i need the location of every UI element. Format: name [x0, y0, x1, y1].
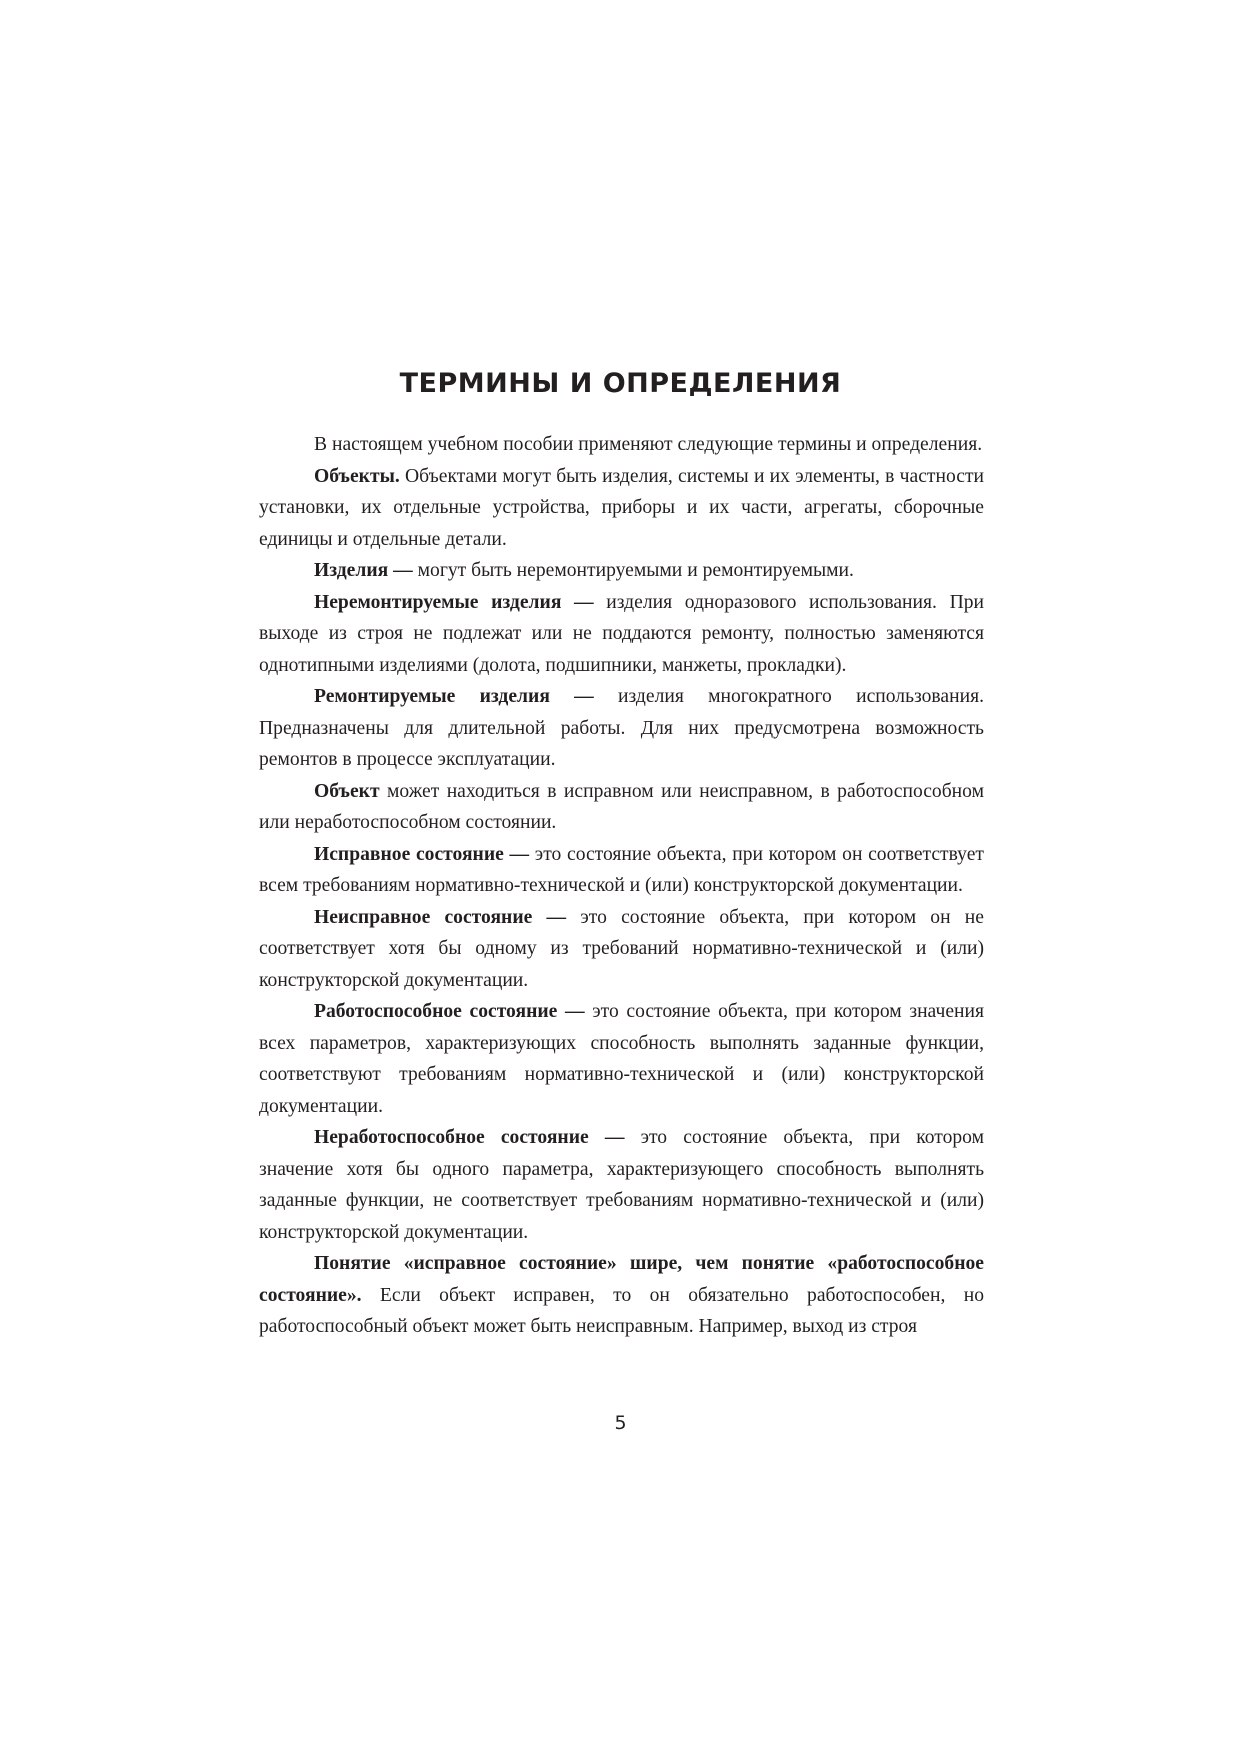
paragraph-ponyatie	[259, 1248, 984, 1343]
term-ponyatie: Понятие «исправное состояние» шире, чем понятие «работоспособное состояние».	[259, 1253, 984, 1306]
paragraph-remont	[259, 681, 984, 776]
page-title: ТЕРМИНЫ И ОПРЕДЕЛЕНИЯ	[399, 368, 842, 399]
definition-nerabotosp: это состояние объекта, при котором значение хотя бы одного параметра, характеризующего способность выполнять заданные функции, не соответствует требованиям нормативно-технической и (или) конструкторской документации.	[259, 1127, 984, 1243]
term-obekt: Объект	[314, 780, 380, 802]
paragraph-obekt	[259, 776, 984, 839]
paragraph-rabotosp	[259, 996, 984, 1122]
paragraph-nerabotosp	[259, 1122, 984, 1248]
definition-neispravnoe: это состояние объекта, при котором он не соответствует хотя бы одному из требований нормативно-технической и (или) конструкторской документации.	[259, 906, 984, 991]
body-text	[259, 429, 984, 1343]
term-objects: Объекты.	[314, 465, 400, 487]
paragraph-izdeliya	[259, 555, 984, 587]
term-neremont: Неремонтируемые изделия —	[314, 591, 594, 613]
term-izdeliya: Изделия —	[314, 560, 413, 581]
definition-neremont: изделия одноразового использования. При выходе из строя не подлежат или не поддаются ремонту, полностью заменяются однотипными изделиями (долота, подшипники, манжеты, прокладки).	[259, 591, 984, 676]
term-rabotosp: Работоспособное состояние —	[314, 1001, 585, 1022]
definition-ispravnoe: это состояние объекта, при котором он соответствует всем требованиям нормативно-технической и (или) конструкторской документации.	[259, 843, 984, 896]
definition-ponyatie: Если объект исправен, то он обязательно работоспособен, но работоспособный объект может быть неисправным. Например, выход из строя	[259, 1284, 984, 1337]
term-nerabotosp: Неработоспособное состояние —	[314, 1127, 625, 1148]
paragraph-objects	[259, 461, 984, 556]
paragraph-neremont	[259, 587, 984, 682]
term-ispravnoe: Исправное состояние —	[314, 843, 530, 865]
paragraph-neispravnoe	[259, 902, 984, 997]
definition-remont: изделия многократного использования. Предназначены для длительной работы. Для них предусмотрена возможность ремонтов в процессе эксплуатации.	[259, 686, 984, 770]
paragraph-intro	[259, 429, 984, 461]
paragraph-ispravnoe	[259, 839, 984, 902]
page-number: 5	[614, 1412, 627, 1434]
definition-obekt: может находиться в исправном или неисправном, в работоспособном или неработоспособном состоянии.	[259, 780, 984, 833]
definition-izdeliya: могут быть неремонтируемыми и ремонтируемыми.	[412, 560, 854, 581]
term-neispravnoe: Неисправное состояние —	[314, 906, 567, 928]
paragraph-text: В настоящем учебном пособии применяют следующие термины и определения.	[314, 434, 983, 455]
definition-objects: Объектами могут быть изделия, системы и их элементы, в частности установки, их отдельные устройства, приборы и их части, агрегаты, сборочные единицы и отдельные детали.	[259, 465, 984, 550]
term-remont: Ремонтируемые изделия —	[314, 686, 594, 707]
definition-rabotosp: это состояние объекта, при котором значения всех параметров, характеризующих способность выполнять заданные функции, соответствуют требованиям нормативно-технической и (или) конструкторской документации.	[259, 1001, 984, 1117]
